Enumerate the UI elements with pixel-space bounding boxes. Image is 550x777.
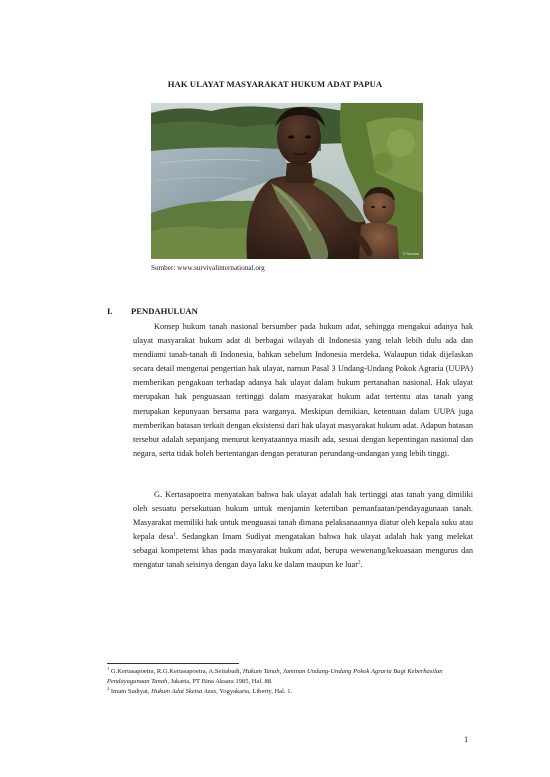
footnote-divider <box>107 663 239 664</box>
section-heading <box>107 306 198 316</box>
footnote-ref-2[interactable]: 2 <box>357 560 361 566</box>
document-title: HAK ULAYAT MASYARAKAT HUKUM ADAT PAPUA <box>167 79 383 89</box>
footnote-2-text-b: , Yogyakarta, Liberty, Hal. 1. <box>216 687 293 695</box>
photo-watermark: © Survival <box>403 252 419 256</box>
footnote-1-title: Hukum Tanah, Jaminan Undang-Undang Pokok Agraria Bagi Keberhasilan Pendayagunaan Tanah <box>107 668 443 685</box>
footnote-1-text-b: , Jakarta, PT Bina Aksara 1985, Hal. 88. <box>167 677 273 685</box>
paragraph-2-text-a: G. Kertasapoetra menyatakan bahwa hak ulayat adalah hak tertinggi atas tanah yang dimiliki oleh sesuatu persekutuan hukum untuk menjamin ketertiban pemanfaatan/pendayagunaan tanah. Masyarakat memiliki hak untuk menguasai tanah dimana pelaksanaannya diatur oleh kepala suku atau kepala desa <box>133 490 473 542</box>
paragraph-1: Konsep hukum tanah nasional bersumber pada hukum adat, sehingga mengakui adanya hak ulayat masyarakat hukum adat di berbagai wilayah di Indonesia yang telah lebih dulu ada dan mendiami tanah-tanah di Indonesia, bahkan sebelum Indonesia merdeka. Walaupun tidak dijelaskan secara detail mengenai pengertian hak ulayat, namun Pasal 3 Undang-Undang Pokok Agraria (UUPA) memberikan pengakuan terhadap adanya hak ulayat dalam hukum pertanahan nasional. Hak ulayat merupakan hak penguasaan tertinggi dalam masyarakat hukum adat tertentu atas tanah yang merupakan kepunyaan bersama para warganya. Meskipun demikian, ketentuan dalam UUPA juga memberikan batasan terkait dengan eksistensi dari hak ulayat masyarakat hukum adat. Adapun batasan tersebut adalah sepanjang menurut kenyataannya masih ada, sesuai dengan kepentingan nasional dan negara, serta tidak boleh bertentangan dengan peraturan perundang-undangan yang lebih tinggi. <box>133 322 473 458</box>
paragraph-2-text-b: . Sedangkan Imam Sudiyat mengatakan bahwa hak ulayat adalah hak yang melekat sebagai kompetensi khas pada masyarakat hukum adat, berupa wewenang/kekuasaan mengurus dan mengatur tanah seisinya dengan daya laku ke dalam maupun ke luar <box>133 532 474 570</box>
footnote-1-number: 1 <box>107 665 110 671</box>
section-title: PENDAHULUAN <box>131 306 198 316</box>
footnote-2-title: Hukum Adat Sketsa Azas <box>151 687 217 695</box>
photo-man-and-child-by-river <box>151 103 423 259</box>
footnote-ref-1[interactable]: 1 <box>173 532 176 538</box>
paragraph-2 <box>133 488 473 573</box>
paragraph-2-text-c: . <box>360 560 363 570</box>
footnote-1-text-a: G.Kertasapoetra, R.G.Kertasapoetra, A.Setiabudi, <box>109 668 243 675</box>
footnote-2-number: 2 <box>107 685 110 691</box>
footnote-2-text-a: Imam Sudiyat, <box>109 687 152 695</box>
image-caption: Sumber: www.survivalinternational.org <box>151 264 265 272</box>
footnotes <box>107 667 473 696</box>
page-number: 1 <box>464 735 469 744</box>
section-number: I. <box>107 306 113 316</box>
footnote-2 <box>107 687 473 697</box>
footnote-1 <box>107 667 473 687</box>
